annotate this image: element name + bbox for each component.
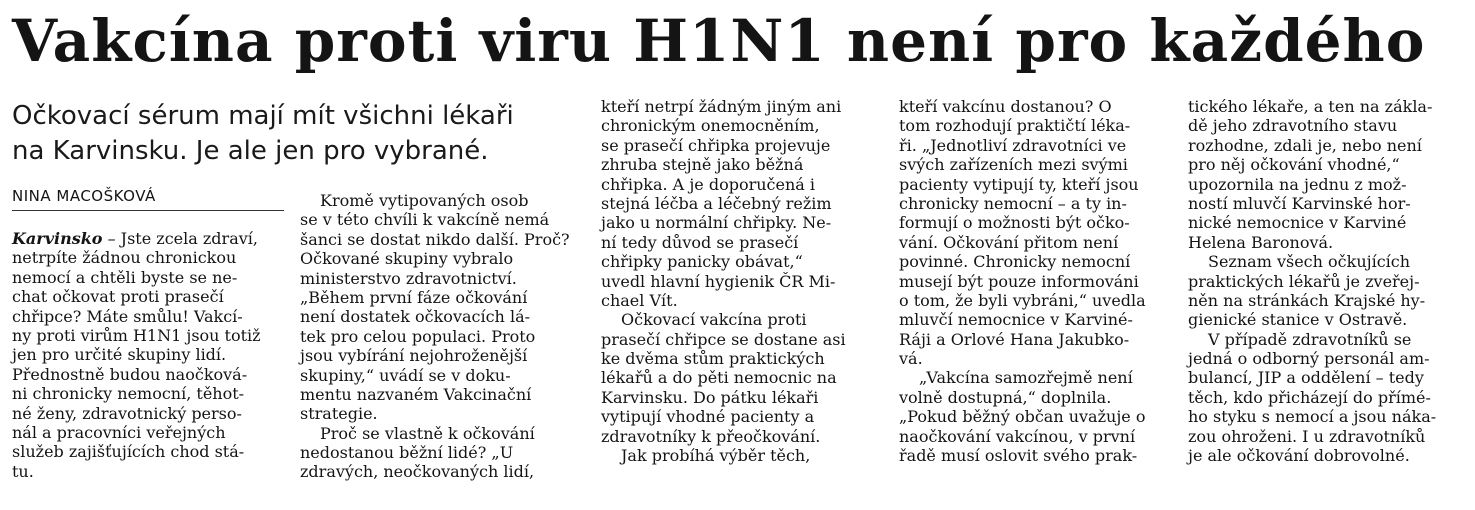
text-line: tu. (12, 461, 34, 481)
text-line: ministerstvo zdravotnictví. (300, 268, 517, 288)
text-line: jako u normální chřipky. Ne- (601, 213, 832, 233)
article-column-4 (899, 97, 1146, 465)
text-line: naočkování vakcínou, v první (899, 426, 1136, 446)
text-line: tom rozhodují praktičtí léka- (899, 116, 1131, 136)
text-line: povinné. Chronicky nemocní (899, 252, 1131, 272)
text-line: Očkované skupiny vybralo (300, 249, 514, 269)
text-line: skupiny,“ uvádí se v doku- (300, 365, 511, 385)
text-line: zdravých, neočkovaných lidí, (300, 462, 535, 482)
text-line: Helena Baronová. (1188, 232, 1334, 252)
text-line: je ale očkování dobrovolné. (1188, 446, 1410, 466)
text-line: rozhodne, zdali je, nebo není (1188, 135, 1422, 155)
deck-line: na Karvinsku. Je ale jen pro vybrané. (12, 136, 489, 166)
text-line: lékařů a do pěti nemocnic na (601, 368, 837, 388)
text-line: ři. „Jednotliví zdravotníci ve (899, 135, 1127, 155)
text-line: stejná léčba a léčebný režim (601, 193, 832, 213)
text-line: se v této chvíli k vakcíně nemá (300, 210, 550, 230)
text-line: nedostanou běžní lidé? „U (300, 443, 514, 463)
text-line: jen pro určité skupiny lidí. (12, 345, 227, 365)
text-line: těch, kdo přicházejí do přímé- (1188, 387, 1431, 407)
text-line: bulancí, JIP a oddělení – tedy (1188, 368, 1424, 388)
text-line: jedná o odborný personál am- (1188, 349, 1430, 369)
text-line: nické nemocnice v Karviné (1188, 213, 1407, 233)
text-line: ke dvěma stům praktických (601, 349, 825, 369)
text-line: tického lékaře, a ten na zákla- (1188, 97, 1433, 116)
text-line: „Vakcína samozřejmě není (919, 368, 1133, 388)
text-line: něn na stránkách Krajské hy- (1188, 290, 1426, 310)
headline: Vakcína proti viru H1N1 není pro každého (12, 7, 1426, 75)
article-column-2 (300, 191, 570, 482)
deck-line: Očkovací sérum mají mít všichni lékaři (12, 101, 514, 131)
text-line: uvedl hlavní hygienik ČR Mi- (601, 271, 836, 291)
text-line: Jak probíhá výběr těch, (621, 446, 811, 466)
text-line: tek pro celou populaci. Proto (300, 326, 536, 346)
text-line: Karvinsku. Do pátku lékaři (601, 387, 819, 407)
text-line: mentu nazvaném Vakcinační (300, 384, 532, 404)
text-line: „Pokud běžný občan uvažuje o (899, 407, 1146, 427)
text-line: chat očkovat proti prasečí (12, 287, 224, 307)
text-line: praktických lékařů je zveřej- (1188, 271, 1420, 291)
text-line: vá. (899, 349, 923, 369)
text-line: volně dostupná,“ doplnila. (899, 387, 1112, 407)
text-line: upozornila na jednu z mož- (1188, 174, 1407, 194)
text-line: Seznam všech očkujících (1208, 252, 1411, 272)
text-line: zhruba stejně jako běžná (601, 155, 804, 175)
text-line: pro něj očkování vhodné,“ (1188, 155, 1400, 175)
text-line: vytipují vhodné pacienty a (601, 407, 815, 427)
text-line: ní tedy důvod se prasečí (601, 232, 799, 252)
text-line: služeb zajišťujících chod stá- (12, 442, 245, 462)
text-line: ni chronicky nemocní, těhot- (12, 384, 245, 404)
text-line: chřipce? Máte smůlu! Vakcí- (12, 306, 243, 326)
text-line: pacienty vytipují ty, kteří jsou (899, 174, 1139, 194)
text-line: se prasečí chřipka projevuje (601, 135, 831, 155)
text-line: chronicky nemocní – a ty in- (899, 193, 1127, 213)
text-line: o tom, že byli vybráni,“ uvedla (899, 290, 1146, 310)
text-line: vání. Očkování přitom není (899, 232, 1119, 252)
text-line: chael Vít. (601, 290, 678, 310)
text-line: Ráji a Orlové Hana Jakubko- (899, 329, 1130, 349)
text-line (12, 229, 261, 248)
text-line-rest: – Jste zcela zdraví, (102, 229, 258, 248)
text-line: zdravotníky k přeočkování. (601, 426, 821, 446)
text-line: „Během první fáze očkování (300, 287, 528, 307)
text-line: není dostatek očkovacích lá- (300, 307, 531, 327)
article-column-3 (601, 97, 846, 465)
article-column-5 (1188, 97, 1436, 465)
text-line: ho styku s nemocí a jsou náka- (1188, 407, 1437, 427)
text-line: prasečí chřipce se dostane asi (601, 329, 846, 349)
dateline-place: Karvinsko (12, 229, 103, 248)
text-line: kteří netrpí žádným jiným ani (601, 97, 842, 116)
text-line: chřipka. A je doporučená i (601, 174, 816, 194)
text-line: šanci se dostat nikdo další. Proč? (300, 229, 570, 249)
text-line: dě jeho zdravotního stavu (1188, 116, 1398, 136)
text-line: svých zařízeních mezi svými (899, 155, 1128, 175)
text-line: V případě zdravotníků se (1208, 329, 1412, 349)
text-line: strategie. (300, 404, 378, 424)
text-line: musejí být pouze informováni (899, 271, 1139, 291)
text-line: ny proti virům H1N1 jsou totiž (12, 325, 261, 345)
text-line: Proč se vlastně k očkování (320, 423, 535, 443)
text-line: nemocí a chtěli byste se ne- (12, 267, 238, 287)
text-line: né ženy, zdravotnický perso- (12, 403, 242, 423)
text-line: Očkovací vakcína proti (621, 310, 807, 330)
text-line: chronickým onemocněním, (601, 116, 820, 136)
text-line: kteří vakcínu dostanou? O (899, 97, 1112, 116)
text-line: ností mluvčí Karvinské hor- (1188, 193, 1411, 213)
text-line: mluvčí nemocnice v Karviné- (899, 310, 1133, 330)
article-column-1 (12, 229, 261, 481)
text-line: formují o možnosti být očko- (899, 213, 1130, 233)
text-line: nál a pracovníci veřejných (12, 422, 226, 442)
text-line: řadě musí oslovit svého prak- (899, 446, 1138, 466)
text-line: chřipky panicky obávat,“ (601, 252, 803, 272)
text-line: Přednostně budou naočková- (12, 364, 248, 384)
text-line: Kromě vytipovaných osob (320, 191, 529, 210)
deck (12, 99, 572, 169)
text-line: zou ohroženi. I u zdravotníků (1188, 426, 1426, 446)
text-line: jsou vybírání nejohroženější (300, 346, 528, 366)
text-line: gienické stanice v Ostravě. (1188, 310, 1408, 330)
byline: NINA MACOŠKOVÁ (12, 186, 284, 211)
text-line: netrpíte žádnou chronickou (12, 248, 237, 268)
